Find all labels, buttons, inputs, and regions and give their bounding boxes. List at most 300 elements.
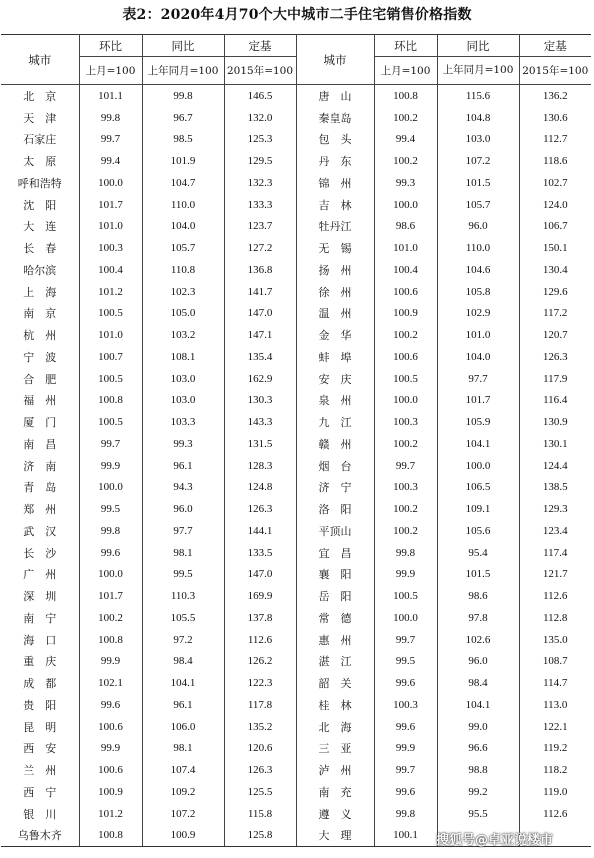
right-city-name: 三 亚 [296,738,374,760]
left-mom-index: 99.7 [79,433,142,455]
right-mom-index: 100.9 [374,303,437,325]
mom-subheader: 上月=100 [374,57,437,85]
right-city-name: 襄 阳 [296,564,374,586]
right-mom-index: 100.2 [374,520,437,542]
right-city-name: 烟 台 [296,455,374,477]
right-city-name: 泸 州 [296,759,374,781]
left-city-name: 上 海 [1,281,79,303]
right-mom-index: 101.0 [374,237,437,259]
yoy-subheader: 上年同月=100 [142,57,224,85]
right-base-index: 112.8 [543,611,568,624]
yoy-subheader: 上年同月=100 [437,57,519,85]
right-city-name: 温 州 [296,303,374,325]
left-yoy-index: 110.3 [142,585,224,607]
mom-subheader: 上月=100 [79,57,142,85]
table-row [1,781,591,803]
left-base-index: 131.5 [224,433,296,455]
left-base-index: 132.0 [224,107,296,129]
right-yoy-index: 104.6 [437,259,519,281]
left-city-name: 青 岛 [1,477,79,499]
left-base-index: 122.3 [224,672,296,694]
right-base-index: 150.1 [542,242,568,255]
right-mom-index: 100.6 [374,346,437,368]
table-row [1,303,591,325]
left-mom-index: 101.2 [79,281,142,303]
left-city-name: 南 昌 [1,433,79,455]
right-base-index: 120.7 [542,329,568,342]
left-base-index: 115.8 [224,803,296,825]
right-city-name: 无 锡 [296,237,374,259]
base-subheader: 2015年=100 [519,57,591,85]
price-index-table [1,34,591,847]
left-mom-index: 99.8 [79,520,142,542]
left-mom-index: 99.7 [79,129,142,151]
left-yoy-index: 103.0 [142,390,224,412]
left-base-index: 127.2 [224,237,296,259]
right-yoy-index: 104.1 [437,694,519,716]
left-city-name: 昆 明 [1,716,79,738]
left-base-index: 144.1 [224,520,296,542]
left-yoy-index: 105.5 [142,607,224,629]
right-city-name: 锦 州 [296,172,374,194]
right-base-index: 121.7 [542,568,568,581]
right-mom-index: 100.1 [374,825,437,847]
left-yoy-index: 109.2 [142,781,224,803]
right-mom-index: 99.9 [374,738,437,760]
left-yoy-index: 94.3 [142,477,224,499]
left-mom-index: 99.9 [79,738,142,760]
right-base-index: 117.2 [543,307,568,320]
right-yoy-index: 110.0 [437,237,519,259]
mom-header: 环比 [79,35,142,57]
base-header: 定基 [224,35,296,57]
right-base-index: 126.3 [542,350,568,363]
left-base-index: 125.3 [224,129,296,151]
left-city-name: 沈 阳 [1,194,79,216]
yoy-header: 同比 [142,35,224,57]
left-base-index: 129.5 [224,150,296,172]
table-row [1,433,591,455]
right-mom-index: 100.8 [374,85,437,107]
table-row [1,477,591,499]
table-row [1,194,591,216]
left-base-index: 133.5 [224,542,296,564]
right-yoy-index: 105.8 [437,281,519,303]
table-row [1,585,591,607]
left-base-index: 143.3 [224,411,296,433]
table-row [1,629,591,651]
left-mom-index: 100.6 [79,759,142,781]
right-mom-index: 100.4 [374,259,437,281]
right-city-name: 惠 州 [296,629,374,651]
right-city-name: 平顶山 [296,520,374,542]
left-city-name: 广 州 [1,564,79,586]
left-base-index: 128.3 [224,455,296,477]
right-base-index: 123.4 [542,524,568,537]
table-row [1,672,591,694]
left-mom-index: 99.6 [79,542,142,564]
right-mom-index: 99.6 [374,781,437,803]
left-mom-index: 100.8 [79,629,142,651]
left-city-name: 北 京 [1,85,79,107]
right-mom-index: 99.7 [374,455,437,477]
right-base-index: 130.6 [542,111,568,124]
table-row [1,346,591,368]
right-city-name: 牡丹江 [296,216,374,238]
right-base-index: 135.0 [542,633,568,646]
right-city-name: 蚌 埠 [296,346,374,368]
right-yoy-index: 96.6 [437,738,519,760]
right-base-index: 114.7 [543,677,568,690]
left-city-name: 长 沙 [1,542,79,564]
right-city-name: 金 华 [296,324,374,346]
right-yoy-index: 95.4 [437,542,519,564]
left-base-index: 126.3 [224,498,296,520]
right-yoy-index: 99.0 [437,716,519,738]
left-base-index: 135.4 [224,346,296,368]
left-yoy-index: 96.1 [142,455,224,477]
left-mom-index: 99.6 [79,694,142,716]
right-yoy-index: 102.9 [437,303,519,325]
right-city-name: 湛 江 [296,651,374,673]
right-city-name: 桂 林 [296,694,374,716]
right-yoy-index: 104.8 [437,107,519,129]
right-yoy-index: 98.6 [437,585,519,607]
right-base-index: 112.6 [543,807,568,820]
left-yoy-index: 103.2 [142,324,224,346]
left-city-name: 西 宁 [1,781,79,803]
left-yoy-index: 104.7 [142,172,224,194]
table-row [1,259,591,281]
table-row [1,520,591,542]
right-base-index: 108.7 [542,655,568,668]
right-city-name: 九 江 [296,411,374,433]
right-mom-index: 99.9 [374,564,437,586]
table-row [1,107,591,129]
left-mom-index: 100.4 [79,259,142,281]
left-yoy-index: 103.0 [142,368,224,390]
right-city-name: 常 德 [296,607,374,629]
right-base-index: 112.6 [543,590,568,603]
left-mom-index: 101.0 [79,216,142,238]
table-row [1,216,591,238]
left-yoy-index: 98.4 [142,651,224,673]
table-row [1,324,591,346]
right-city-name: 秦皇岛 [296,107,374,129]
left-city-name: 厦 门 [1,411,79,433]
left-city-name: 重 庆 [1,651,79,673]
left-yoy-index: 105.0 [142,303,224,325]
right-yoy-index: 104.0 [437,346,519,368]
left-base-index: 112.6 [224,629,296,651]
left-yoy-index: 103.3 [142,411,224,433]
table-row [1,368,591,390]
right-yoy-index: 97.8 [437,607,519,629]
left-yoy-index: 100.9 [142,825,224,847]
right-yoy-index: 99.2 [437,781,519,803]
right-mom-index: 99.3 [374,172,437,194]
left-city-name: 海 口 [1,629,79,651]
right-yoy-index: 97.7 [437,368,519,390]
left-mom-index: 102.1 [79,672,142,694]
left-base-index: 132.3 [224,172,296,194]
right-mom-index: 99.8 [374,542,437,564]
right-base-index: 138.5 [542,481,568,494]
left-yoy-index: 97.7 [142,520,224,542]
left-yoy-index: 96.1 [142,694,224,716]
left-yoy-index: 104.0 [142,216,224,238]
right-base-index: 113.0 [543,698,568,711]
table-row [1,803,591,825]
right-city-name: 徐 州 [296,281,374,303]
left-yoy-index: 105.7 [142,237,224,259]
right-base-index: 129.3 [542,503,568,516]
left-base-index: 123.7 [224,216,296,238]
table-title: 表2：2020年4月70个大中城市二手住宅销售价格指数 [122,7,472,23]
left-city-name: 乌鲁木齐 [1,825,79,847]
left-base-index: 135.2 [224,716,296,738]
left-mom-index: 101.0 [79,324,142,346]
right-city-name: 唐 山 [296,85,374,107]
left-mom-index: 100.8 [79,390,142,412]
right-yoy-index: 105.7 [437,194,519,216]
right-mom-index: 100.3 [374,411,437,433]
right-city-name: 扬 州 [296,259,374,281]
left-base-index: 137.8 [224,607,296,629]
right-base-index: 118.6 [543,155,568,168]
left-yoy-index: 98.1 [142,738,224,760]
left-yoy-index: 98.5 [142,129,224,151]
table-row [1,759,591,781]
right-mom-index: 100.5 [374,368,437,390]
left-base-index: 133.3 [224,194,296,216]
left-yoy-index: 107.2 [142,803,224,825]
right-yoy-index: 98.4 [437,672,519,694]
right-city-name: 包 头 [296,129,374,151]
right-yoy-index: 115.6 [437,85,519,107]
right-yoy-index: 101.7 [437,390,519,412]
right-mom-index: 99.4 [374,129,437,151]
right-base-index: 106.7 [542,220,568,233]
left-city-name: 合 肥 [1,368,79,390]
left-mom-index: 101.1 [79,85,142,107]
left-city-name: 郑 州 [1,498,79,520]
right-mom-index: 99.6 [374,672,437,694]
left-base-index: 124.8 [224,477,296,499]
right-city-name: 泉 州 [296,390,374,412]
left-city-name: 长 春 [1,237,79,259]
right-mom-index: 100.2 [374,498,437,520]
left-base-index: 117.8 [224,694,296,716]
right-city-name: 北 海 [296,716,374,738]
right-city-name: 宜 昌 [296,542,374,564]
yoy-header: 同比 [437,35,519,57]
left-base-index: 120.6 [224,738,296,760]
left-mom-index: 100.2 [79,607,142,629]
right-base-index: 130.4 [542,263,568,276]
right-yoy-index: 101.0 [437,324,519,346]
right-base-index: 119.2 [543,742,568,755]
left-yoy-index: 102.3 [142,281,224,303]
right-mom-index: 100.5 [374,585,437,607]
table-row [1,716,591,738]
right-yoy-index: 106.5 [437,477,519,499]
right-mom-index: 100.3 [374,477,437,499]
right-mom-index: 100.2 [374,433,437,455]
right-yoy-index: 104.1 [437,433,519,455]
right-yoy-index: 95.5 [437,803,519,825]
table-row [1,411,591,433]
right-base-index: 119.0 [543,785,568,798]
right-base-index: 102.7 [542,176,568,189]
table-row [1,172,591,194]
left-yoy-index: 107.4 [142,759,224,781]
right-yoy-index: 109.1 [437,498,519,520]
left-mom-index: 100.0 [79,564,142,586]
left-mom-index: 99.8 [79,107,142,129]
right-city-name: 遵 义 [296,803,374,825]
left-city-name: 南 宁 [1,607,79,629]
table-row [1,498,591,520]
table-row [1,390,591,412]
left-yoy-index: 110.0 [142,194,224,216]
right-base-index: 118.2 [543,764,568,777]
left-base-index: 147.0 [224,303,296,325]
right-base-index: 130.1 [542,437,568,450]
right-mom-index: 100.6 [374,281,437,303]
table-row [1,542,591,564]
left-city-name: 银 川 [1,803,79,825]
right-base-index: 129.6 [542,285,568,298]
right-yoy-index: 107.2 [437,150,519,172]
left-city-name: 济 南 [1,455,79,477]
right-base-index: 136.2 [542,89,568,102]
left-base-index: 141.7 [224,281,296,303]
right-base-index: 124.4 [542,459,568,472]
mom-header: 环比 [374,35,437,57]
right-mom-index: 99.7 [374,629,437,651]
left-mom-index: 99.9 [79,455,142,477]
right-yoy-index: 101.5 [437,564,519,586]
left-base-index: 130.3 [224,390,296,412]
left-yoy-index: 104.1 [142,672,224,694]
right-mom-index: 98.6 [374,216,437,238]
right-yoy-index: 105.6 [437,520,519,542]
left-city-name: 武 汉 [1,520,79,542]
left-city-name: 深 圳 [1,585,79,607]
right-mom-index: 100.0 [374,607,437,629]
left-city-name: 呼和浩特 [1,172,79,194]
left-mom-index: 100.7 [79,346,142,368]
base-header: 定基 [519,35,591,57]
left-mom-index: 99.4 [79,150,142,172]
right-mom-index: 100.3 [374,694,437,716]
table-row [1,150,591,172]
right-city-name: 济 宁 [296,477,374,499]
left-mom-index: 99.5 [79,498,142,520]
left-yoy-index: 96.0 [142,498,224,520]
left-city-name: 贵 阳 [1,694,79,716]
left-mom-index: 100.3 [79,237,142,259]
left-base-index: 126.2 [224,651,296,673]
left-mom-index: 100.6 [79,716,142,738]
left-city-name: 天 津 [1,107,79,129]
left-city-name: 福 州 [1,390,79,412]
left-yoy-index: 98.1 [142,542,224,564]
left-base-index: 136.8 [224,259,296,281]
table-row [1,738,591,760]
left-base-index: 125.5 [224,781,296,803]
table-row [1,455,591,477]
watermark: 搜狐号@卓亚说楼市 [436,833,554,848]
right-yoy-index: 98.8 [437,759,519,781]
left-city-name: 太 原 [1,150,79,172]
left-yoy-index: 96.7 [142,107,224,129]
right-yoy-index: 100.0 [437,455,519,477]
left-base-index: 146.5 [224,85,296,107]
right-mom-index: 99.5 [374,651,437,673]
left-mom-index: 101.7 [79,194,142,216]
right-mom-index: 100.2 [374,324,437,346]
left-mom-index: 99.9 [79,651,142,673]
right-city-name: 赣 州 [296,433,374,455]
left-city-name: 大 连 [1,216,79,238]
left-base-index: 169.9 [224,585,296,607]
left-city-name: 石家庄 [1,129,79,151]
right-base-index: 117.9 [543,372,568,385]
left-mom-index: 101.2 [79,803,142,825]
left-yoy-index: 110.8 [142,259,224,281]
table-row [1,694,591,716]
left-mom-index: 100.5 [79,368,142,390]
right-city-name: 南 充 [296,781,374,803]
right-base-index: 117.4 [543,546,568,559]
city-header: 城市 [1,35,79,85]
right-mom-index: 100.0 [374,390,437,412]
right-city-name: 吉 林 [296,194,374,216]
left-mom-index: 101.7 [79,585,142,607]
right-city-name: 岳 阳 [296,585,374,607]
left-mom-index: 100.0 [79,477,142,499]
left-city-name: 成 都 [1,672,79,694]
right-base-index: 130.9 [542,416,568,429]
right-base-index: 116.4 [543,394,568,407]
left-mom-index: 100.5 [79,411,142,433]
right-city-name: 丹 东 [296,150,374,172]
right-mom-index: 99.7 [374,759,437,781]
left-yoy-index: 97.2 [142,629,224,651]
right-mom-index: 100.0 [374,194,437,216]
left-base-index: 147.1 [224,324,296,346]
left-yoy-index: 106.0 [142,716,224,738]
table-row [1,129,591,151]
right-mom-index: 99.6 [374,716,437,738]
right-base-index: 124.0 [542,198,568,211]
left-city-name: 哈尔滨 [1,259,79,281]
left-yoy-index: 99.3 [142,433,224,455]
left-mom-index: 100.9 [79,781,142,803]
table-row [1,607,591,629]
city-header: 城市 [296,35,374,85]
right-yoy-index: 103.0 [437,129,519,151]
left-city-name: 兰 州 [1,759,79,781]
left-yoy-index: 101.9 [142,150,224,172]
left-mom-index: 100.5 [79,303,142,325]
right-city-name: 洛 阳 [296,498,374,520]
left-base-index: 126.3 [224,759,296,781]
left-base-index: 162.9 [224,368,296,390]
right-yoy-index: 96.0 [437,216,519,238]
